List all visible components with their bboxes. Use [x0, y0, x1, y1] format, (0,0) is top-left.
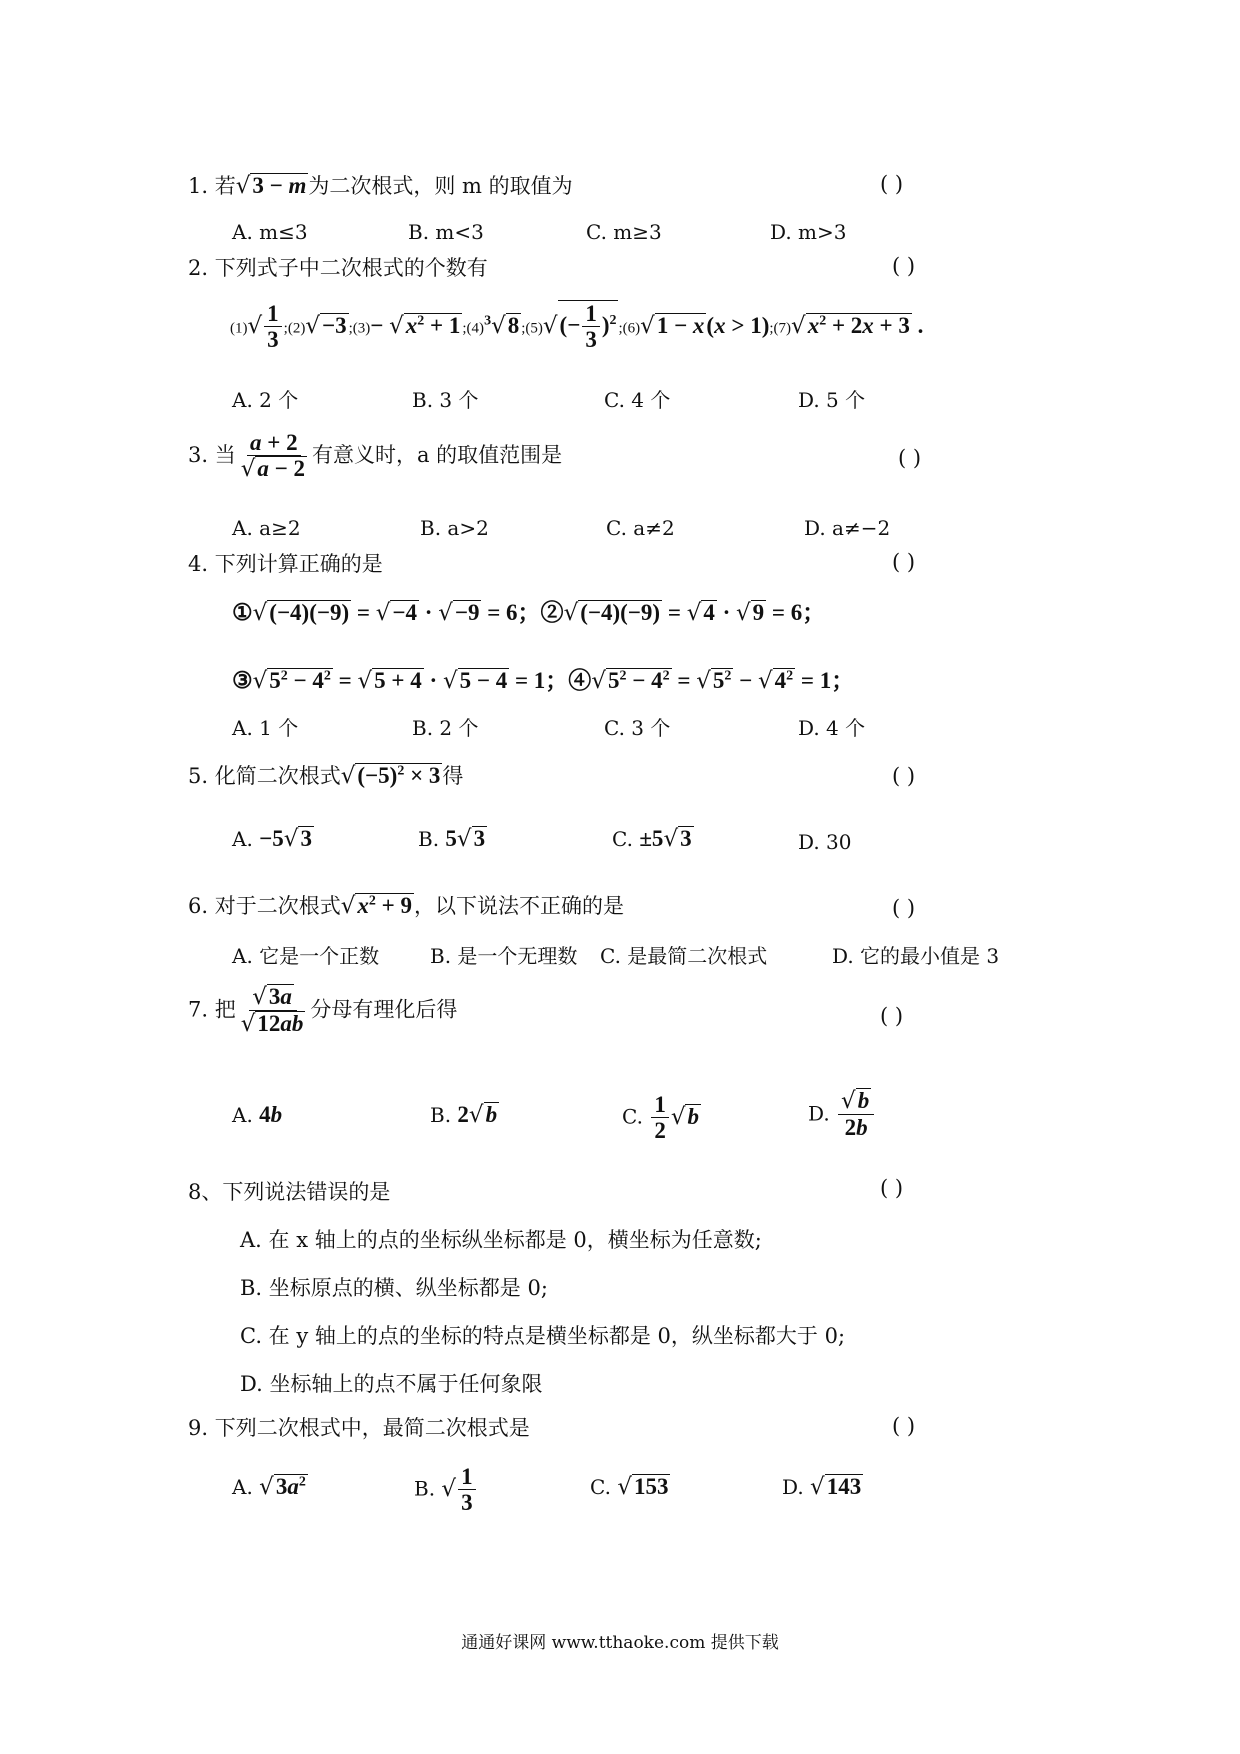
question-6	[188, 890, 624, 920]
q7-option-a: A. 4b	[232, 1102, 283, 1127]
q4-option-b: B. 2 个	[412, 716, 479, 740]
q2-label-1: (1)	[230, 320, 248, 337]
q7-fraction: $\frac{√3a}{√12ab}$	[240, 984, 304, 1038]
q4-option-c: C. 3 个	[604, 716, 671, 740]
q1-option-a: A. m≤3	[232, 220, 308, 244]
question-7-prefix: 7. 把	[188, 997, 236, 1022]
q5-option-d: D. 30	[798, 830, 852, 854]
q2-option-c: C. 4 个	[604, 388, 671, 412]
question-3	[188, 430, 562, 483]
answer-paren-2: ( )	[892, 254, 916, 278]
answer-paren-9: ( )	[892, 1414, 916, 1438]
question-1-suffix: 为二次根式，则 m 的取值为	[308, 174, 573, 198]
q4-statements-1-2: ①√(−4)(−9) = √−4 · √−9 = 6；②√(−4)(−9) = √4 · √9 = 6；	[232, 600, 826, 626]
answer-paren-5: ( )	[892, 764, 916, 788]
question-6-suffix: ，以下说法不正确的是	[413, 894, 624, 918]
answer-paren-4: ( )	[892, 550, 916, 574]
q4-statements-3-4: $③√5^2 - 4^2 = √5 + 4 \cdot √5 - 4 = 1$；$④√5^2 - 4^2 = √5^2 - √4^2 = 1$；	[232, 668, 855, 694]
footer-source: 通通好课网 www.tthaoke.com 提供下载	[461, 1633, 779, 1653]
question-5-prefix: 5. 化简二次根式	[188, 764, 341, 788]
q4-option-d: D. 4 个	[798, 716, 866, 740]
q2-label-6: ;(6)	[618, 320, 641, 337]
q3-option-b: B. a>2	[420, 516, 489, 540]
answer-paren-6: ( )	[892, 896, 916, 920]
q9-option-c: C. √153	[590, 1474, 669, 1500]
q6-option-a: A. 它是一个正数	[232, 944, 380, 968]
q6-option-b: B. 是一个无理数	[430, 944, 578, 968]
q5-option-b: B. 5√3	[418, 826, 486, 852]
q2-label-3: ;(3)	[348, 320, 371, 337]
sqrt-3-minus-m: √3 − m	[235, 173, 307, 199]
question-6-prefix: 6. 对于二次根式	[188, 894, 341, 918]
q8-option-b: B. 坐标原点的横、纵坐标都是 0;	[240, 1276, 548, 1300]
q2-expressions: (1)√ $\frac{1}{3}$ ;(2)√−3 ;(3)− $√x^2 + 1$ $;(4)^3√8$ ;(5)√(− $\frac{1}{3}$ )$^2$;(6)√1 − $x(x > 1);(7)√x^2 + 2x + 3$ .	[230, 301, 924, 353]
question-9: 9. 下列二次根式中，最简二次根式是	[188, 1416, 530, 1440]
question-5-suffix: 得	[442, 764, 464, 788]
question-8: 8、下列说法错误的是	[188, 1180, 391, 1204]
question-2: 2. 下列式子中二次根式的个数有	[188, 256, 488, 280]
q1-option-b: B. m<3	[408, 220, 484, 244]
answer-paren-8: ( )	[880, 1176, 904, 1200]
question-1	[188, 170, 573, 200]
q2-label-4: ;(4)	[462, 320, 485, 337]
q3-option-c: C. a≠2	[606, 516, 675, 540]
question-5	[188, 760, 463, 790]
q3-option-d: D. a≠−2	[804, 516, 891, 540]
question-3-suffix: 有意义时，a 的取值范围是	[311, 442, 563, 467]
q6-radical: $√x^2 + 9$	[340, 893, 412, 919]
q3-fraction: $\frac{a + 2}{√a - 2}$	[240, 430, 305, 483]
q1-option-c: C. m≥3	[586, 220, 662, 244]
answer-paren-3: ( )	[898, 446, 922, 470]
q7-option-c: C. $\frac{1}{2}$ √b	[622, 1092, 699, 1144]
q4-option-a: A. 1 个	[232, 716, 299, 740]
q2-option-a: A. 2 个	[232, 388, 299, 412]
question-4: 4. 下列计算正确的是	[188, 552, 383, 576]
q8-option-c: C. 在 y 轴上的点的坐标的特点是横坐标都是 0，纵坐标都大于 0;	[240, 1324, 846, 1348]
q9-option-d: D. √143	[782, 1474, 862, 1500]
q2-label-5: ;(5)	[521, 320, 543, 337]
q5-option-a: A. −5√3	[232, 826, 312, 852]
q8-option-a: A. 在 x 轴上的点的坐标纵坐标都是 0，横坐标为任意数;	[240, 1228, 762, 1252]
q8-option-d: D. 坐标轴上的点不属于任何象限	[240, 1372, 543, 1396]
q9-option-a: A. $√3a^2$	[232, 1474, 306, 1500]
question-3-prefix: 3. 当	[188, 442, 236, 467]
q9-option-b: B. √ $\frac{1}{3}$	[414, 1464, 478, 1517]
q2-label-2: ;(2)	[283, 320, 306, 337]
q2-option-d: D. 5 个	[798, 388, 866, 412]
q6-option-c: C. 是最简二次根式	[600, 944, 768, 968]
q7-option-d: D. $\frac{√b}{2b}$	[808, 1088, 876, 1142]
question-1-prefix: 1. 若	[188, 174, 236, 198]
question-7-suffix: 分母有理化后得	[310, 997, 458, 1022]
answer-paren-1: ( )	[880, 172, 904, 196]
q5-option-c: C. ±5√3	[612, 826, 692, 852]
q2-option-b: B. 3 个	[412, 388, 479, 412]
q3-option-a: A. a≥2	[232, 516, 301, 540]
q7-option-b: B. 2√b	[430, 1102, 498, 1128]
q1-option-d: D. m>3	[770, 220, 847, 244]
q2-label-7: ;(7)	[769, 320, 792, 337]
q5-radical: $√(-5)^2 \times 3$	[340, 763, 441, 789]
question-7	[188, 984, 457, 1038]
q6-option-d: D. 它的最小值是 3	[832, 944, 1000, 968]
answer-paren-7: ( )	[880, 1004, 904, 1028]
